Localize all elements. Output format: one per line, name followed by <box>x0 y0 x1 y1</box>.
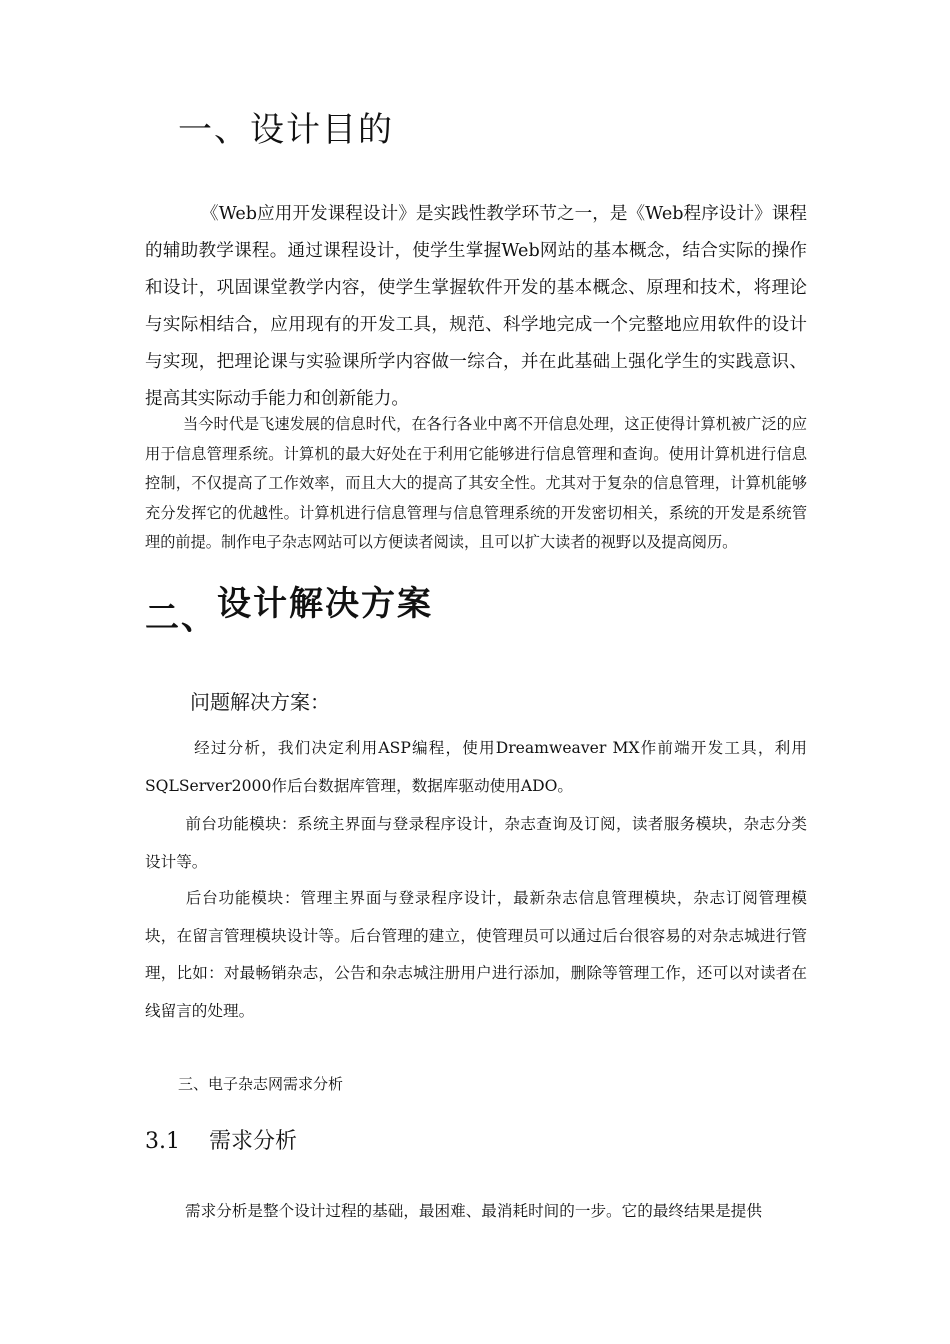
subsection-title: 需求分析 <box>209 1129 298 1154</box>
section2-heading <box>145 584 433 638</box>
section1-paragraph-2-text: 当今时代是飞速发展的信息时代，在各行各业中离不开信息处理，这正使得计算机被广泛的应用于信息管理系统。计算机的最大好处在于利用它能够进行信息管理和查询。使用计算机进行信息控制，不仅提高了工作效率，而且大大的提高了其安全性。尤其对于复杂的信息管理，计算机能够充分发挥它的优越性。计算机进行信息管理与信息管理系统的开发密切相关，系统的开发是系统管理的前提。制作电子杂志网站可以方便读者阅读，且可以扩大读者的视野以及提高阅历。 <box>145 415 807 552</box>
section3-heading: 三、电子杂志网需求分析 <box>178 1075 344 1093</box>
section2-paragraph-1 <box>145 730 807 805</box>
section1-paragraph-1 <box>145 196 807 418</box>
section1-paragraph-1-text: 《Web应用开发课程设计》是实践性教学环节之一，是《Web程序设计》课程的辅助教学课程。通过课程设计，使学生掌握Web网站的基本概念，结合实际的操作和设计，巩固课堂教学内容，使学生掌握软件开发的基本概念、原理和技术，将理论与实际相结合，应用现有的开发工具，规范、科学地完成一个完整地应用软件的设计与实现，把理论课与实验课所学内容做一综合，并在此基础上强化学生的实践意识、提高其实际动手能力和创新能力。 <box>145 204 807 409</box>
section2-paragraph-3-text: 后台功能模块：管理主界面与登录程序设计，最新杂志信息管理模块，杂志订阅管理模块，在留言管理模块设计等。后台管理的建立，使管理员可以通过后台很容易的对杂志城进行管理，比如：对最畅销杂志，公告和杂志城注册用户进行添加，删除等管理工作，还可以对读者在线留言的处理。 <box>145 889 807 1020</box>
section2-paragraph-2 <box>145 806 807 881</box>
section1-paragraph-2 <box>145 410 807 558</box>
section2-paragraph-2-text: 前台功能模块：系统主界面与登录程序设计，杂志查询及订阅，读者服务模块，杂志分类设计等。 <box>145 815 807 871</box>
subsection-number: 3.1 <box>145 1129 180 1154</box>
subsection-3-1-heading <box>145 1126 297 1158</box>
section3-paragraph-1 <box>145 1196 807 1226</box>
section2-heading-text: 设计解决方案 <box>217 584 433 624</box>
section1-heading: 一、设计目的 <box>178 110 394 150</box>
section2-subheading: 问题解决方案： <box>190 690 330 714</box>
section2-paragraph-1-text: 经过分析，我们决定利用ASP编程，使用Dreamweaver MX作前端开发工具，利用SQLServer2000作后台数据库管理，数据库驱动使用ADO。 <box>145 739 807 795</box>
section2-heading-number: 二、 <box>145 598 217 638</box>
section2-paragraph-3 <box>145 880 807 1030</box>
section3-paragraph-1-text: 需求分析是整个设计过程的基础，最困难、最消耗时间的一步。它的最终结果是提供 <box>185 1202 762 1220</box>
